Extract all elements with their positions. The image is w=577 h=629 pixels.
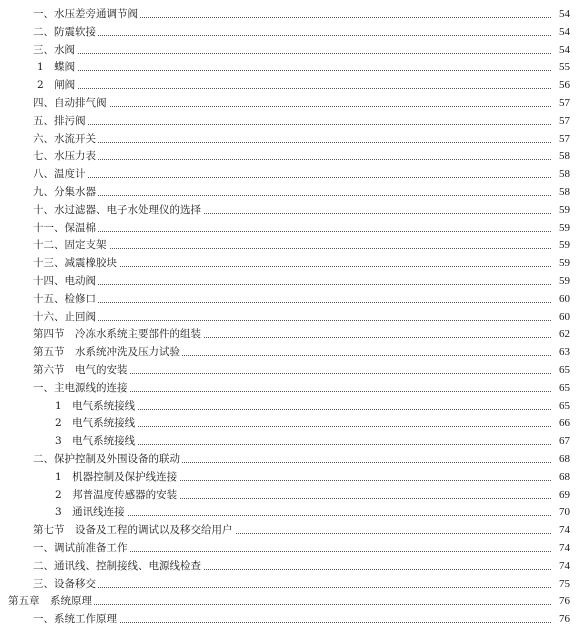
toc-entry[interactable] [0, 147, 577, 165]
toc-entry-page-number: 60 [557, 290, 570, 308]
toc-entry[interactable] [0, 575, 577, 593]
toc-entry-page-number: 74 [557, 521, 570, 539]
toc-entry[interactable] [0, 112, 577, 130]
toc-entry-page-number: 74 [557, 539, 570, 557]
toc-entry[interactable] [0, 58, 577, 76]
toc-entry-label: 一、系统工作原理 [33, 610, 119, 628]
toc-entry[interactable] [0, 183, 577, 201]
toc-entry-page-number: 57 [557, 130, 570, 148]
toc-entry-label: 五、排污阀 [33, 112, 88, 130]
dot-leader [33, 195, 551, 196]
toc-entry-page-number: 56 [557, 76, 570, 94]
toc-entry-label: 七、水压力表 [33, 147, 98, 165]
toc-entry-label: 四、自动排气阀 [33, 94, 109, 112]
dot-leader [33, 231, 551, 232]
dot-leader [33, 106, 551, 107]
toc-entry-page-number: 62 [557, 325, 570, 343]
toc-entry[interactable] [0, 557, 577, 575]
dot-leader [33, 124, 551, 125]
toc-entry-page-number: 58 [557, 183, 570, 201]
toc-entry-label: 1 电气系统接线 [55, 397, 137, 415]
dot-leader [37, 88, 551, 89]
toc-entry-label: 一、调试前准备工作 [33, 539, 130, 557]
toc-entry[interactable] [0, 521, 577, 539]
toc-entry[interactable] [0, 361, 577, 379]
toc-entry-page-number: 74 [557, 557, 570, 575]
toc-entry-page-number: 59 [557, 201, 570, 219]
toc-entry[interactable] [0, 5, 577, 23]
toc-entry-page-number: 59 [557, 236, 570, 254]
toc-entry-page-number: 76 [557, 592, 570, 610]
toc-entry[interactable] [0, 23, 577, 41]
toc-entry[interactable] [0, 308, 577, 326]
toc-entry-label: 十一、保温棉 [33, 219, 98, 237]
toc-entry[interactable] [0, 379, 577, 397]
toc-entry-page-number: 57 [557, 94, 570, 112]
toc-entry-label: 十五、检修口 [33, 290, 98, 308]
toc-entry-label: 十四、电动阀 [33, 272, 98, 290]
toc-entry[interactable] [0, 592, 577, 610]
toc-entry-page-number: 59 [557, 219, 570, 237]
toc-entry-page-number: 58 [557, 165, 570, 183]
dot-leader [37, 70, 551, 71]
toc-entry-page-number: 57 [557, 112, 570, 130]
toc-entry-label: 3 电气系统接线 [55, 432, 137, 450]
toc-entry-page-number: 70 [557, 503, 570, 521]
toc-entry-page-number: 55 [557, 58, 570, 76]
dot-leader [33, 177, 551, 178]
toc-entry[interactable] [0, 486, 577, 504]
toc-entry-page-number: 59 [557, 254, 570, 272]
toc-entry-label: 1 蝶阀 [37, 58, 77, 76]
toc-entry[interactable] [0, 450, 577, 468]
toc-entry-label: 十、水过滤器、电子水处理仪的选择 [33, 201, 203, 219]
toc-entry[interactable] [0, 539, 577, 557]
toc-entry-label: 八、温度计 [33, 165, 88, 183]
dot-leader [33, 248, 551, 249]
toc-entry-label: 三、水阀 [33, 41, 77, 59]
toc-entry-label: 十二、固定支架 [33, 236, 109, 254]
toc-entry-page-number: 68 [557, 450, 570, 468]
toc-entry-label: 2 电气系统接线 [55, 414, 137, 432]
toc-entry[interactable] [0, 343, 577, 361]
dot-leader [33, 284, 551, 285]
toc-entry-page-number: 54 [557, 23, 570, 41]
toc-entry-label: 第六节 电气的安装 [33, 361, 130, 379]
toc-entry-label: 2 闸阀 [37, 76, 77, 94]
toc-entry-label: 二、保护控制及外围设备的联动 [33, 450, 182, 468]
toc-entry-label: 第四节 冷冻水系统主要部件的组装 [33, 325, 203, 343]
toc-entry-label: 三、设备移交 [33, 575, 98, 593]
toc-entry-page-number: 66 [557, 414, 570, 432]
toc-entry-label: 六、水流开关 [33, 130, 98, 148]
toc-entry-page-number: 65 [557, 379, 570, 397]
toc-entry-page-number: 65 [557, 361, 570, 379]
toc-entry-label: 一、主电源线的连接 [33, 379, 130, 397]
toc-entry[interactable] [0, 94, 577, 112]
toc-entry-page-number: 54 [557, 41, 570, 59]
toc-entry[interactable] [0, 325, 577, 343]
toc-entry-label: 一、水压差旁通调节阀 [33, 5, 140, 23]
toc-entry-label: 九、分集水器 [33, 183, 98, 201]
toc-entry-page-number: 67 [557, 432, 570, 450]
dot-leader [33, 53, 551, 54]
toc-entry-page-number: 63 [557, 343, 570, 361]
dot-leader [33, 142, 551, 143]
toc-entry-label: 二、防震软接 [33, 23, 98, 41]
toc-entry[interactable] [0, 432, 577, 450]
toc-entry[interactable] [0, 610, 577, 628]
toc-entry-label: 第五章 系统原理 [8, 592, 94, 610]
toc-entry[interactable] [0, 76, 577, 94]
toc-entry-page-number: 58 [557, 147, 570, 165]
toc-entry-page-number: 60 [557, 308, 570, 326]
toc-entry-page-number: 75 [557, 575, 570, 593]
dot-leader [33, 320, 551, 321]
toc-entry-label: 十三、减震橡胶块 [33, 254, 119, 272]
toc-entry[interactable] [0, 236, 577, 254]
toc-entry-label: 第七节 设备及工程的调试以及移交给用户 [33, 521, 235, 539]
toc-entry[interactable] [0, 130, 577, 148]
toc-entry-page-number: 76 [557, 610, 570, 628]
toc-entry-page-number: 54 [557, 5, 570, 23]
toc-entry[interactable] [0, 41, 577, 59]
dot-leader [33, 35, 551, 36]
toc-entry[interactable] [0, 397, 577, 415]
toc-entry-label: 十六、止回阀 [33, 308, 98, 326]
toc-entry[interactable] [0, 503, 577, 521]
toc-entry[interactable] [0, 414, 577, 432]
toc-entry-page-number: 69 [557, 486, 570, 504]
toc-entry-label: 2 邦普温度传感器的安装 [55, 486, 179, 504]
toc-entry-page-number: 59 [557, 272, 570, 290]
toc-entry-label: 3 通讯线连接 [55, 503, 127, 521]
toc-entry-page-number: 65 [557, 397, 570, 415]
toc-entry[interactable] [0, 201, 577, 219]
toc-entry-label: 第五节 水系统冲洗及压力试验 [33, 343, 182, 361]
toc-entry-label: 二、通讯线、控制接线、电源线检查 [33, 557, 203, 575]
toc-entry-label: 1 机器控制及保护线连接 [55, 468, 179, 486]
toc-entry[interactable] [0, 254, 577, 272]
dot-leader [33, 159, 551, 160]
dot-leader [33, 302, 551, 303]
toc-entry[interactable] [0, 219, 577, 237]
toc-entry-page-number: 68 [557, 468, 570, 486]
toc-entry[interactable] [0, 290, 577, 308]
dot-leader [33, 587, 551, 588]
toc-entry[interactable] [0, 272, 577, 290]
dot-leader [55, 515, 551, 516]
toc-entry[interactable] [0, 165, 577, 183]
toc-entry[interactable] [0, 468, 577, 486]
